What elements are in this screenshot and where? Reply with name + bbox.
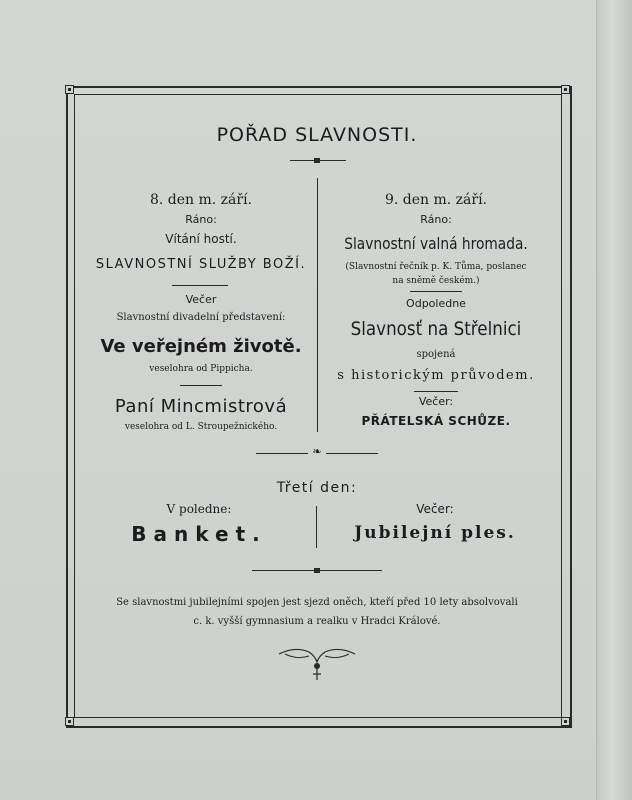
day2-date: 9. den m. září.	[384, 192, 488, 208]
ornament-icon: ❧	[312, 445, 322, 458]
day1-play2-note: veselohra od L. Stroupežnického.	[124, 422, 278, 432]
day2-speaker-note-2: na sněmě českém.)	[392, 276, 480, 286]
footer-divider-dot	[314, 568, 320, 573]
title-divider-dot	[314, 158, 320, 163]
day2-shooting-range: Slavnosť na Střelnici	[350, 318, 522, 340]
day1-welcome: Vítání hostí.	[165, 232, 237, 246]
day2-meeting: PŘÁTELSKÁ SCHŮZE.	[361, 414, 511, 428]
day1-divider	[172, 285, 228, 286]
flourish-ornament	[275, 644, 359, 684]
day3-banquet: Banket.	[131, 522, 267, 546]
day1-play2-title: Paní Mincmistrová	[114, 396, 288, 417]
corner-ornament	[65, 85, 74, 94]
day2-procession: s historickým průvodem.	[337, 368, 535, 383]
day2-divider	[410, 291, 462, 292]
footer-line-1: Se slavnostmi jubilejními spojen jest sjezd oněch, kteří před 10 lety absolvovali	[116, 597, 518, 608]
day1-theatre-intro: Slavnostní divadelní představení:	[116, 312, 286, 323]
program-title: POŘAD SLAVNOSTI.	[216, 124, 418, 146]
day3-noon-label: V poledne:	[166, 502, 232, 516]
page-fold	[596, 0, 632, 800]
day1-play1-note: veselohra od Pippicha.	[149, 364, 253, 374]
ornament-line	[326, 453, 378, 454]
corner-ornament	[65, 717, 74, 726]
day3-column-divider	[316, 506, 317, 548]
day2-divider	[414, 391, 458, 392]
day2-assembly: Slavnostní valná hromada.	[344, 234, 528, 253]
day1-evening-label: Večer	[185, 293, 217, 306]
day3-heading: Třetí den:	[276, 480, 358, 496]
corner-ornament	[561, 85, 570, 94]
day1-morning-label: Ráno:	[185, 213, 217, 226]
day2-evening-label: Večer:	[418, 395, 454, 408]
day3-ball: Jubilejní ples.	[354, 523, 516, 543]
day3-evening-label: Večer:	[416, 502, 454, 516]
day1-date: 8. den m. září.	[149, 192, 253, 208]
day1-service: SLAVNOSTNÍ SLUŽBY BOŽÍ.	[95, 257, 307, 272]
ornament-line	[256, 453, 308, 454]
day2-joined: spojená	[416, 349, 456, 360]
day1-play1-title: Ve veřejném životě.	[100, 336, 302, 357]
day2-afternoon-label: Odpoledne	[406, 297, 466, 310]
footer-line-2: c. k. vyšší gymnasium a realku v Hradci Králové.	[193, 616, 441, 627]
corner-ornament	[561, 717, 570, 726]
day1-divider	[180, 385, 222, 386]
column-divider	[317, 178, 318, 432]
day2-speaker-note-1: (Slavnostní řečník p. K. Tůma, poslanec	[345, 262, 527, 272]
day2-morning-label: Ráno:	[420, 213, 452, 226]
